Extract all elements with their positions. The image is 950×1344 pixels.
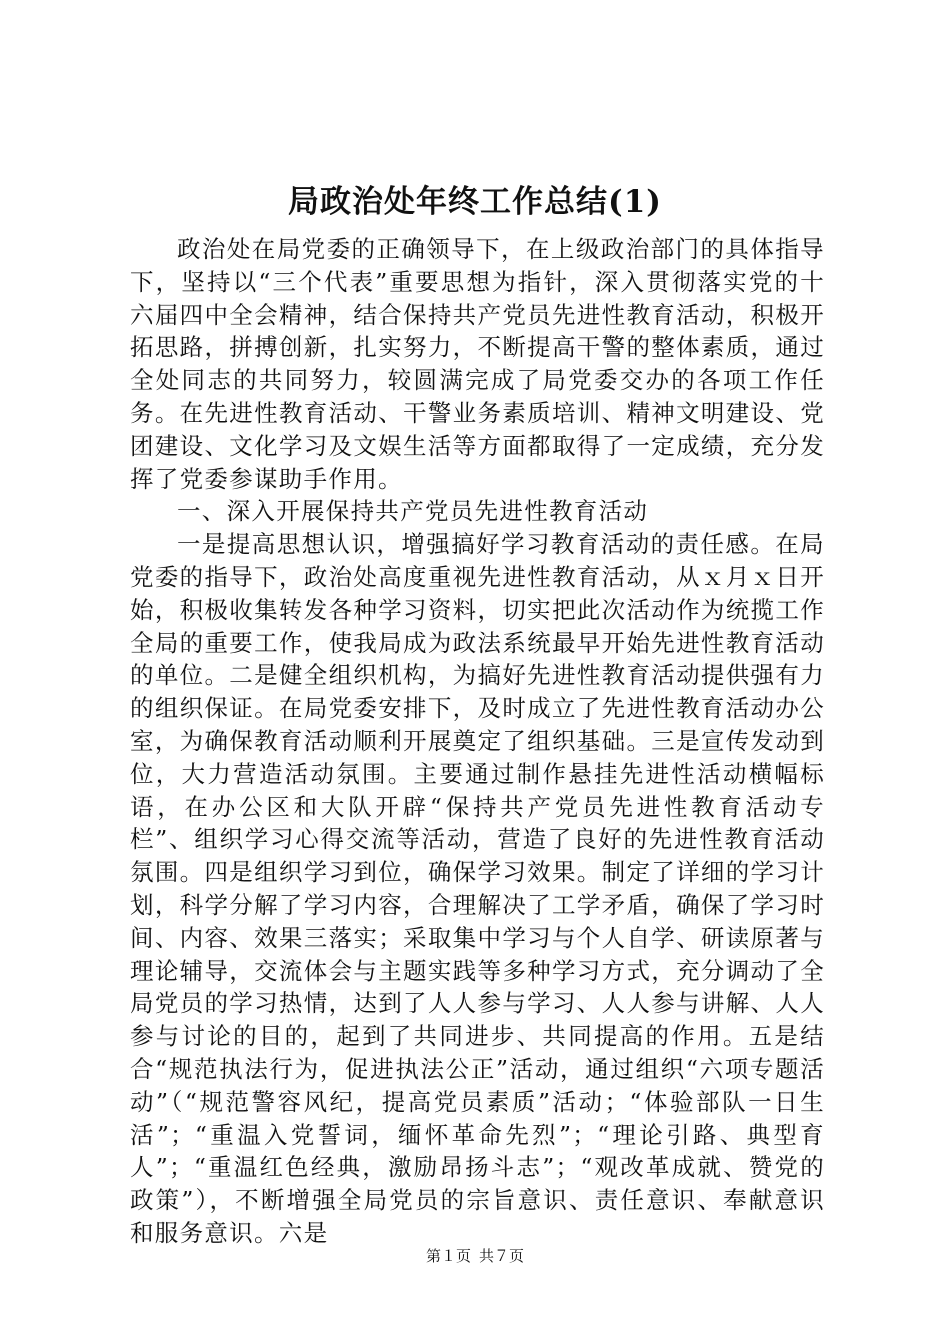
page-number: 第１页 — [425, 1247, 471, 1265]
document-body — [130, 233, 825, 1250]
page-total: 共７页 — [479, 1247, 525, 1265]
page-footer — [0, 1246, 950, 1266]
paragraph-section-1: 一是提高思想认识，增强搞好学习教育活动的责任感。在局党委的指导下，政治处高度重视先进性教育活动，从ｘ月ｘ日开始，积极收集转发各种学习资料，切实把此次活动作为统揽工作全局的重要工作，使我局成为政法系统最早开始先进性教育活动的单位。二是健全组织机构，为搞好先进性教育活动提供强有力的组织保证。在局党委安排下，及时成立了先进性教育活动办公室，为确保教育活动顺利开展奠定了组织基础。三是宣传发动到位，大力营造活动氛围。主要通过制作悬挂先进性活动横幅标语，在办公区和大队开辟“保持共产党员先进性教育活动专栏”、组织学习心得交流等活动，营造了良好的先进性教育活动氛围。四是组织学习到位，确保学习效果。制定了详细的学习计划，科学分解了学习内容，合理解决了工学矛盾，确保了学习时间、内容、效果三落实；采取集中学习与个人自学、研读原著与理论辅导，交流体会与主题实践等多种学习方式，充分调动了全局党员的学习热情，达到了人人参与学习、人人参与讲解、人人参与讨论的目的，起到了共同进步、共同提高的作用。五是结合“规范执法行为，促进执法公正”活动，通过组织“六项专题活动”（“规范警容风纪，提高党员素质”活动；“体验部队一日生活”；“重温入党誓词，缅怀革命先烈”；“理论引路、典型育人”；“重温红色经典，激励昂扬斗志”；“观改革成就、赞党的政策”），不断增强全局党员的宗旨意识、责任意识、奉献意识和服务意识。六是 — [130, 530, 825, 1247]
paragraph-intro: 政治处在局党委的正确领导下，在上级政治部门的具体指导下，坚持以“三个代表”重要思想为指针，深入贯彻落实党的十六届四中全会精神，结合保持共产党员先进性教育活动，积极开拓思路，拼搏创新，扎实努力，不断提高干警的整体素质，通过全处同志的共同努力，较圆满完成了局党委交办的各项工作任务。在先进性教育活动、干警业务素质培训、精神文明建设、党团建设、文化学习及文娱生活等方面都取得了一定成绩，充分发挥了党委参谋助手作用。 — [130, 235, 825, 493]
section-heading-1: 一、深入开展保持共产党员先进性教育活动 — [177, 497, 649, 526]
document-title: 局政治处年终工作总结(1) — [288, 184, 662, 220]
